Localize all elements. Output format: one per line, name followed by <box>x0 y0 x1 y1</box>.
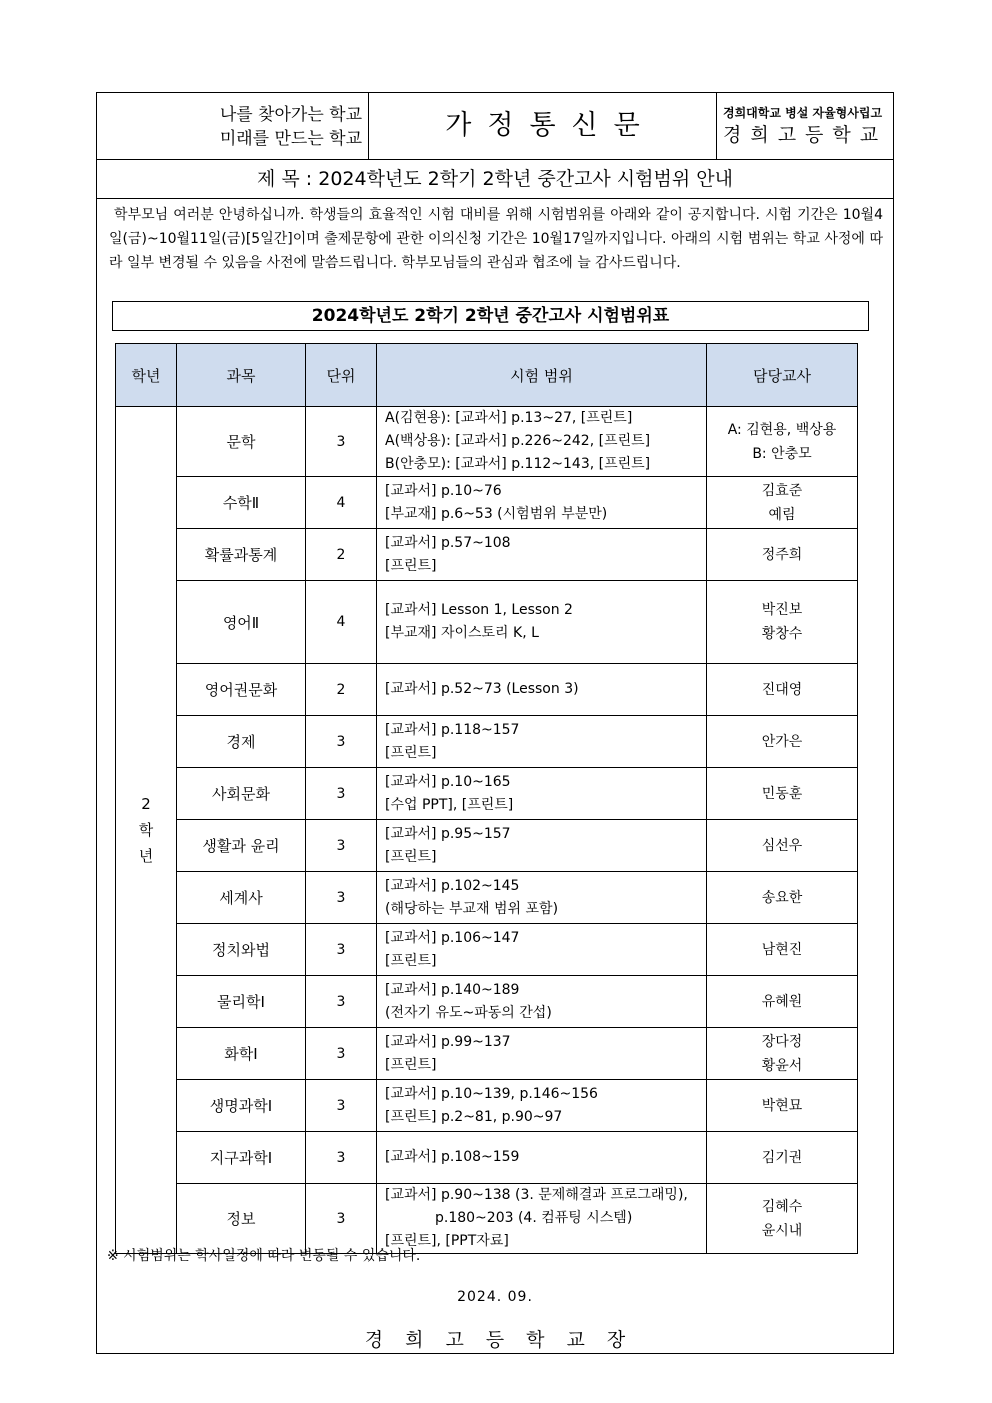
units-cell: 3 <box>306 1184 377 1254</box>
units-cell: 3 <box>306 407 377 477</box>
units-cell: 3 <box>306 716 377 768</box>
scope-line: (해당하는 부교재 범위 포함) <box>385 900 559 917</box>
teacher-cell <box>707 716 858 768</box>
table-row <box>116 976 858 1028</box>
school-name: 경희고등학교 <box>723 124 888 146</box>
scope-line: [프린트], [PPT자료] <box>385 1233 509 1249</box>
teacher-cell <box>707 1028 858 1080</box>
subject-cell: 정보 <box>177 1184 306 1254</box>
scope-cell <box>377 924 707 976</box>
scope-line: (전자기 유도~파동의 간섭) <box>385 1004 552 1021</box>
scope-cell <box>377 872 707 924</box>
school-affiliation: 경희대학교 병설 자율형사립고 <box>723 106 883 120</box>
units-cell: 4 <box>306 477 377 529</box>
subject-cell: 수학Ⅱ <box>177 477 306 529</box>
scope-cell <box>377 581 707 664</box>
header-teacher: 담당교사 <box>707 344 858 407</box>
scope-line: [부교재] 자이스토리 K, L <box>385 625 539 641</box>
grade-char: 2 <box>141 795 151 813</box>
teacher-name: 황윤서 <box>761 1057 803 1074</box>
table-row <box>116 529 858 581</box>
scope-line: [교과서] Lesson 1, Lesson 2 <box>385 602 573 618</box>
teacher-name: A: 김현용, 백상용 <box>727 421 837 438</box>
table-row <box>116 1028 858 1080</box>
scope-line: [교과서] p.99~137 <box>385 1033 511 1050</box>
table-row <box>116 1080 858 1132</box>
scope-line: [프린트] p.2~81, p.90~97 <box>385 1108 563 1125</box>
teacher-name: 김효준 <box>761 482 803 499</box>
scope-cell <box>377 768 707 820</box>
scope-cell <box>377 820 707 872</box>
subject-cell: 생활과 윤리 <box>177 820 306 872</box>
scope-line: [프린트] <box>385 848 437 865</box>
scope-line: [교과서] p.108~159 <box>385 1149 520 1165</box>
teacher-name: 박진보 <box>761 602 803 618</box>
teacher-name: 심선우 <box>761 837 803 854</box>
teacher-cell <box>707 477 858 529</box>
footnote: ※ 시험범위는 학사일정에 따라 변동될 수 있습니다. <box>107 1248 421 1264</box>
subject-cell: 영어권문화 <box>177 664 306 716</box>
teacher-cell <box>707 529 858 581</box>
teacher-cell <box>707 820 858 872</box>
units-cell: 4 <box>306 581 377 664</box>
scope-line: B(안충모): [교과서] p.112~143, [프린트] <box>385 456 651 472</box>
scope-cell <box>377 1184 707 1254</box>
teacher-cell <box>707 1184 858 1254</box>
scope-line: [교과서] p.90~138 (3. 문제해결과 프로그래밍), <box>385 1187 688 1203</box>
teacher-name: 유혜원 <box>761 993 803 1010</box>
intro-paragraph <box>109 203 883 275</box>
grade-char: 학 <box>138 821 154 839</box>
teacher-cell <box>707 1132 858 1184</box>
scope-line: [수업 PPT], [프린트] <box>385 796 514 813</box>
scope-cell <box>377 407 707 477</box>
school-motto <box>97 93 369 159</box>
scope-line: [교과서] p.10~76 <box>385 482 502 499</box>
scope-line: [교과서] p.95~157 <box>385 825 511 842</box>
table-row <box>116 872 858 924</box>
subject-cell: 지구과학Ⅰ <box>177 1132 306 1184</box>
scope-line: [교과서] p.118~157 <box>385 721 520 738</box>
table-row <box>116 1132 858 1184</box>
units-cell: 3 <box>306 872 377 924</box>
teacher-name: 정주희 <box>761 546 803 563</box>
units-cell: 2 <box>306 664 377 716</box>
table-body <box>116 407 858 1254</box>
scope-line: [프린트] <box>385 744 437 761</box>
teacher-name: B: 안충모 <box>752 445 812 462</box>
scope-line: [부교재] p.6~53 (시험범위 부분만) <box>385 505 608 522</box>
table-row <box>116 924 858 976</box>
document-title: 제 목 : 2024학년도 2학기 2학년 중간고사 시험범위 안내 <box>97 160 893 199</box>
teacher-name: 박현묘 <box>761 1097 803 1114</box>
subject-cell: 정치와법 <box>177 924 306 976</box>
principal-signature: 경희고등학교장 <box>364 1329 648 1351</box>
scope-cell <box>377 1132 707 1184</box>
scope-line: [교과서] p.106~147 <box>385 929 520 946</box>
scope-line: [프린트] <box>385 1056 437 1073</box>
subject-cell: 화학Ⅰ <box>177 1028 306 1080</box>
subject-cell: 물리학Ⅰ <box>177 976 306 1028</box>
motto-line-2: 미래를 만드는 학교 <box>219 129 362 149</box>
table-row <box>116 1184 858 1254</box>
scope-line: [교과서] p.140~189 <box>385 981 520 998</box>
motto-line-1: 나를 찾아가는 학교 <box>219 105 362 125</box>
table-title: 2024학년도 2학기 2학년 중간고사 시험범위표 <box>112 301 869 331</box>
subject-cell: 사회문화 <box>177 768 306 820</box>
teacher-name: 민동훈 <box>761 785 803 802</box>
teacher-name: 김기권 <box>761 1149 803 1166</box>
header-scope: 시험 범위 <box>377 344 707 407</box>
teacher-name: 황창수 <box>761 626 803 642</box>
document-frame <box>96 92 894 1354</box>
units-cell: 3 <box>306 1080 377 1132</box>
scope-line: [교과서] p.102~145 <box>385 877 520 894</box>
teacher-cell <box>707 976 858 1028</box>
scope-cell <box>377 664 707 716</box>
document-type: 가정통신문 <box>369 93 717 159</box>
header <box>97 93 893 160</box>
exam-range-table <box>115 343 858 1254</box>
scope-cell <box>377 1028 707 1080</box>
units-cell: 3 <box>306 820 377 872</box>
units-cell: 2 <box>306 529 377 581</box>
table-row <box>116 820 858 872</box>
scope-line: A(김현용): [교과서] p.13~27, [프린트] <box>385 410 633 426</box>
header-units: 단위 <box>306 344 377 407</box>
table-row <box>116 407 858 477</box>
table-row <box>116 477 858 529</box>
subject-cell: 경제 <box>177 716 306 768</box>
units-cell: 3 <box>306 976 377 1028</box>
teacher-cell <box>707 581 858 664</box>
grade-cell <box>116 407 177 1254</box>
header-subject: 과목 <box>177 344 306 407</box>
teacher-cell <box>707 664 858 716</box>
scope-line: [프린트] <box>385 952 437 969</box>
teacher-cell <box>707 407 858 477</box>
units-cell: 3 <box>306 1132 377 1184</box>
scope-line: [교과서] p.57~108 <box>385 534 511 551</box>
teacher-name: 윤시내 <box>761 1222 803 1239</box>
teacher-name: 송요한 <box>761 889 803 906</box>
teacher-name: 안가은 <box>761 733 803 750</box>
issue-date: 2024. 09. <box>457 1289 533 1305</box>
table-row <box>116 768 858 820</box>
teacher-name: 남현진 <box>761 941 803 958</box>
scope-cell <box>377 716 707 768</box>
teacher-cell <box>707 872 858 924</box>
scope-line: A(백상용): [교과서] p.226~242, [프린트] <box>385 433 651 449</box>
units-cell: 3 <box>306 924 377 976</box>
subject-cell: 영어Ⅱ <box>177 581 306 664</box>
teacher-cell <box>707 1080 858 1132</box>
teacher-cell <box>707 924 858 976</box>
header-grade: 학년 <box>116 344 177 407</box>
scope-cell <box>377 1080 707 1132</box>
scope-line: [프린트] <box>385 557 437 574</box>
scope-line: [교과서] p.10~165 <box>385 773 511 790</box>
scope-cell <box>377 477 707 529</box>
units-cell: 3 <box>306 768 377 820</box>
table-row <box>116 581 858 664</box>
subject-cell: 확률과통계 <box>177 529 306 581</box>
teacher-name: 김혜수 <box>761 1198 803 1215</box>
table-header-row <box>116 344 858 407</box>
grade-char: 년 <box>138 847 154 865</box>
scope-line: [교과서] p.10~139, p.146~156 <box>385 1085 598 1102</box>
scope-cell <box>377 976 707 1028</box>
teacher-name: 장다정 <box>761 1033 803 1050</box>
intro-text: 학부모님 여러분 안녕하십니까. 학생들의 효율적인 시험 대비를 위해 시험범위를 아래와 같이 공지합니다. 시험 기간은 10월4일(금)~10월11일(금)[5일간]이며 출제문항에 관한 이의신청 기간은 10월17일까지입니다. 아래의 시험 범위는 학교 사정에 따라 일부 변경될 수 있음을 사전에 말씀드립니다. 학부모님들의 관심과 협조에 늘 감사드립니다. <box>109 207 883 271</box>
scope-line: p.180~203 (4. 컴퓨팅 시스템) <box>435 1210 633 1226</box>
teacher-name: 진대영 <box>761 681 803 698</box>
teacher-name: 예림 <box>768 506 796 523</box>
units-cell: 3 <box>306 1028 377 1080</box>
table-row <box>116 716 858 768</box>
scope-cell <box>377 529 707 581</box>
scope-line: [교과서] p.52~73 (Lesson 3) <box>385 681 579 697</box>
table-row <box>116 664 858 716</box>
subject-cell: 세계사 <box>177 872 306 924</box>
teacher-cell <box>707 768 858 820</box>
subject-cell: 생명과학Ⅰ <box>177 1080 306 1132</box>
subject-cell: 문학 <box>177 407 306 477</box>
